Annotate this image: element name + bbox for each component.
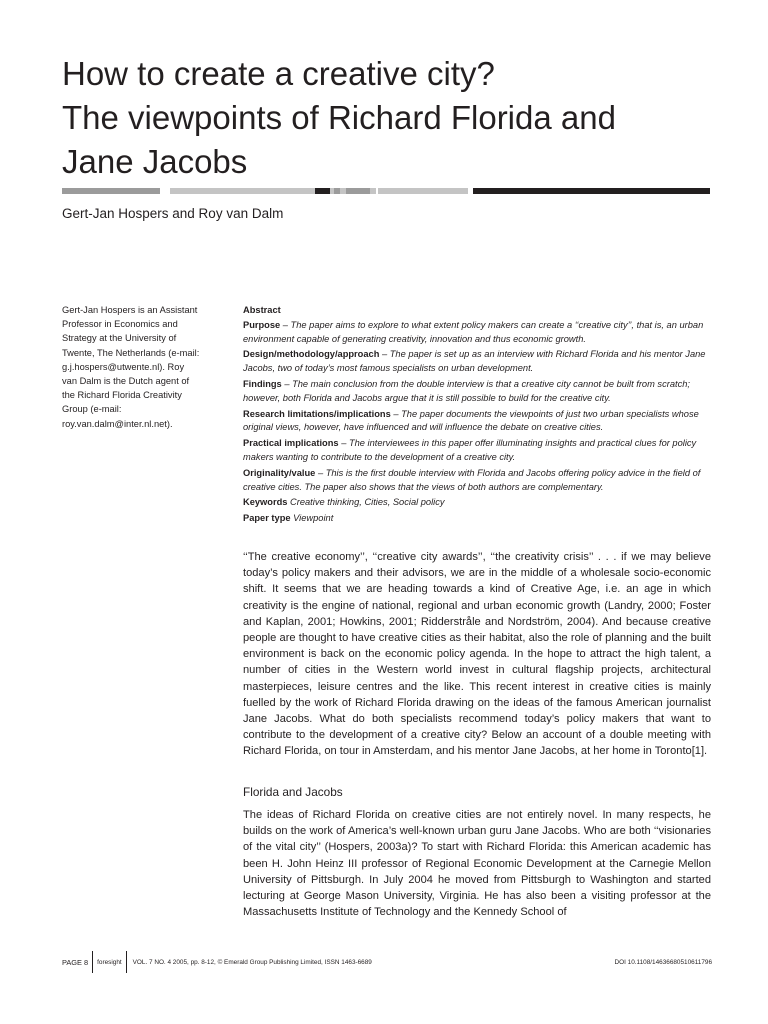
title-divider-rule	[62, 188, 710, 194]
abstract-design	[243, 348, 713, 376]
footer-divider	[126, 951, 127, 973]
abstract-label: Purpose	[243, 319, 281, 330]
abstract-text: – The interviewees in this paper offer illuminating insights and practical clues for policy makers wanting to contribute to the development of a creative city.	[243, 438, 697, 462]
abstract-purpose	[243, 319, 713, 347]
title-line-2: The viewpoints of Richard Florida and	[62, 99, 616, 136]
authors: Gert-Jan Hospers and Roy van Dalm	[62, 206, 284, 221]
abstract-label: Paper type	[243, 513, 291, 524]
bio-line: Professor in Economics and	[62, 319, 178, 330]
abstract-text: – The paper aims to explore to what extent policy makers can create a ‘‘creative city’’, that is, an urban environment capable of generating creativity, innovation and thus economic growth.	[243, 319, 704, 344]
title-line-1: How to create a creative city?	[62, 55, 495, 92]
abstract-originality	[243, 467, 713, 495]
abstract-text: – The paper documents the viewpoints of just two urban specialists whose original views, however, have influenced and will influence the debate on creative cities.	[243, 408, 699, 433]
abstract-text: – The main conclusion from the double interview is that a creative city cannot be built from scratch; however, both Florida and Jacobs argue that it is still possible to build for the creative city.	[243, 378, 690, 403]
bio-line: roy.van.dalm@inter.nl.net).	[62, 418, 173, 429]
abstract-label: Practical implications	[243, 438, 339, 449]
bio-line: Gert-Jan Hospers is an Assistant	[62, 305, 198, 315]
abstract	[243, 304, 713, 528]
bio-line: Twente, The Netherlands (e-mail:	[62, 347, 200, 358]
abstract-findings	[243, 378, 713, 406]
page-number: PAGE 8	[62, 957, 89, 967]
abstract-practical	[243, 437, 713, 465]
title-line-3: Jane Jacobs	[62, 143, 248, 180]
citation: VOL. 7 NO. 4 2005, pp. 8-12, © Emerald Group Publishing Limited, ISSN 1463-6689	[132, 958, 372, 966]
journal-name: foresight	[97, 958, 122, 966]
abstract-heading: Abstract	[243, 305, 281, 315]
bio-line: Group (e-mail:	[62, 404, 122, 415]
abstract-label: Design/methodology/approach	[243, 349, 380, 360]
abstract-paper-type	[243, 512, 713, 526]
abstract-text: Viewpoint	[293, 513, 334, 524]
body-paragraph-2: The ideas of Richard Florida on creative cities are not entirely novel. In many respects, he builds on the work of America’s well-known urban guru Jane Jacobs. Who are both ‘‘visionaries of the vital city’’ (Hospers, 2003a)? To start with Richard Florida: this American academic has been H. John Heinz III professor of Regional Economic Development at the Carnegie Mellon University of Pittsburgh. In July 2004 he moved from Pittsburgh to Washington and started lecturing at George Mason University, Virginia. He has also been a visiting professor at the Massachusetts Institute of Technology and the Kennedy School of	[243, 809, 711, 919]
abstract-label: Originality/value	[243, 467, 316, 478]
body-paragraph-1: ‘‘The creative economy’’, ‘‘creative city awards’’, ‘‘the creativity crisis’’ . . . if we may believe today’s policy makers and their advisors, we are in the middle of a wholesale socio-economic shift. It seems that we are heading towards a kind of Creative Age, i.e. an age in which creativity is the engine of national, regional and urban economic growth (Landry, 2000; Foster and Kaplan, 2001; Howkins, 2001; Ridderstråle and Nordström, 2004). And because creative people are thought to have creative cities as their habitat, also the role of planning and the built environment is back on the economic policy agenda. In the hope to attract the high talent, a number of cities in the Western world invest in cultural flagship projects, architectural masterpieces, leisure centres and the like. This recent interest in creative cities is mainly fuelled by the work of Richard Florida drawing on the ideas of the famous American journalist Jane Jacobs. What do both specialists recommend today’s policy makers that want to contribute to the development of a creative city? Below an account of a double meeting with Richard Florida, on tour in Amsterdam, and his mentor Jane Jacobs, at her home in Toronto[1].	[243, 551, 711, 758]
abstract-text: – The paper is set up as an interview with Richard Florida and his mentor Jane Jacobs, two of today’s most famous specialists on urban development.	[243, 349, 706, 374]
abstract-label: Findings	[243, 378, 282, 389]
abstract-limitations	[243, 408, 713, 436]
abstract-label: Research limitations/implications	[243, 408, 391, 419]
abstract-text: Creative thinking, Cities, Social policy	[290, 497, 445, 508]
abstract-label: Keywords	[243, 497, 288, 508]
article-title	[62, 52, 722, 184]
author-bio	[62, 303, 227, 431]
abstract-keywords	[243, 496, 713, 510]
doi: DOI 10.1108/14636680510611796	[614, 958, 712, 966]
bio-line: the Richard Florida Creativity	[62, 390, 182, 401]
abstract-text: – This is the first double interview with Florida and Jacobs offering policy advice in the field of creative cities. The paper also shows that the views of both authors are complementary.	[243, 467, 701, 492]
bio-line: van Dalm is the Dutch agent of	[62, 376, 190, 387]
bio-line: g.j.hospers@utwente.nl). Roy	[62, 361, 185, 372]
bio-line: Strategy at the University of	[62, 333, 177, 344]
section-heading: Florida and Jacobs	[243, 785, 343, 799]
page-footer	[62, 955, 712, 969]
footer-divider	[92, 951, 93, 973]
